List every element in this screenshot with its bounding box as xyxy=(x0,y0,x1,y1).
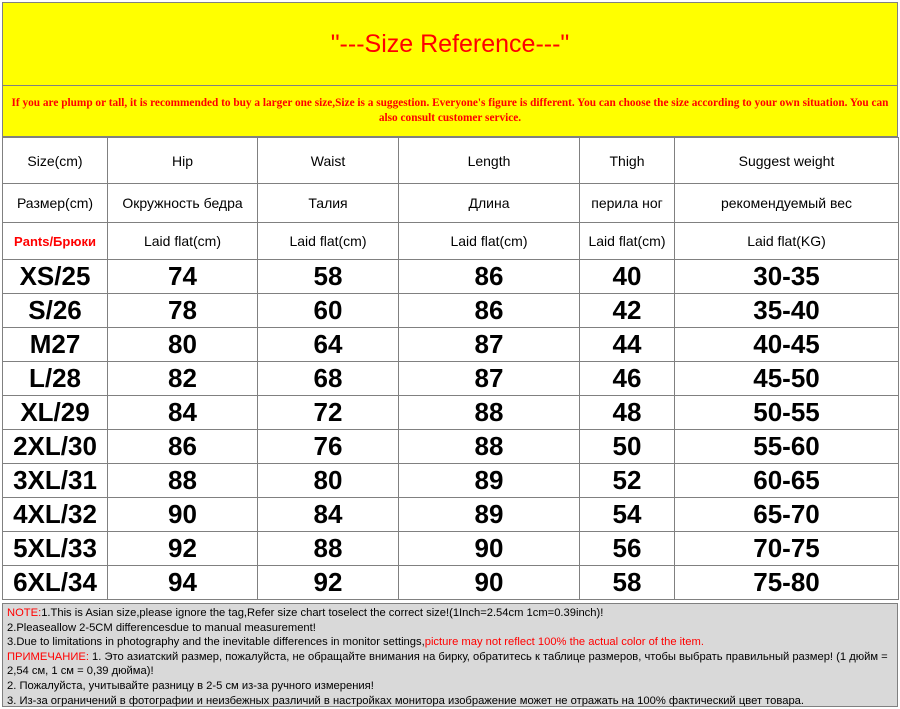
size-cell: 2XL/30 xyxy=(3,430,108,464)
thigh-cell: 54 xyxy=(580,498,675,532)
table-row xyxy=(3,396,899,430)
note-text: 1. Это азиатский размер, пожалуйста, не обращайте внимания на бирку, обратитесь к таблице размеров, чтобы выбрать правильный размер! (1 дюйм = 2,54 см, 1 см = 0,39 дюйма)! xyxy=(7,650,888,678)
weight-cell: 30-35 xyxy=(675,260,899,294)
table-row xyxy=(3,260,899,294)
thigh-cell: 44 xyxy=(580,328,675,362)
length-cell: 90 xyxy=(399,566,580,600)
size-cell: 4XL/32 xyxy=(3,498,108,532)
waist-cell: 58 xyxy=(258,260,399,294)
length-cell: 90 xyxy=(399,532,580,566)
hip-cell: 94 xyxy=(108,566,258,600)
header-cell: перила ног xyxy=(580,184,675,223)
waist-cell: 88 xyxy=(258,532,399,566)
header-cell: рекомендуемый вес xyxy=(675,184,899,223)
header-row-ru xyxy=(3,184,899,223)
page-subtitle: If you are plump or tall, it is recommended to buy a larger one size,Size is a suggestion. Everyone's figure is different. You can choose the size according to your own situation. You can also consult customer service. xyxy=(11,97,889,124)
header-cell: Laid flat(cm) xyxy=(108,223,258,260)
table-row xyxy=(3,566,899,600)
table-row xyxy=(3,362,899,396)
waist-cell: 68 xyxy=(258,362,399,396)
hip-cell: 82 xyxy=(108,362,258,396)
length-cell: 86 xyxy=(399,294,580,328)
header-cell: Thigh xyxy=(580,138,675,184)
notes-panel xyxy=(2,603,898,707)
size-cell: 3XL/31 xyxy=(3,464,108,498)
note-ru-label: ПРИМЕЧАНИЕ: xyxy=(7,650,89,663)
weight-cell: 40-45 xyxy=(675,328,899,362)
header-cell: Waist xyxy=(258,138,399,184)
header-banner xyxy=(2,2,898,137)
thigh-cell: 52 xyxy=(580,464,675,498)
note-ru-line-3: 3. Из-за ограничений в фотографии и неизбежных различий в настройках монитора изображение может не отражать на 100% фактический цвет товара. xyxy=(7,694,804,707)
waist-cell: 72 xyxy=(258,396,399,430)
size-table xyxy=(2,137,899,600)
weight-cell: 70-75 xyxy=(675,532,899,566)
note-ru-line-1 xyxy=(7,650,893,679)
weight-cell: 65-70 xyxy=(675,498,899,532)
thigh-cell: 56 xyxy=(580,532,675,566)
thigh-cell: 48 xyxy=(580,396,675,430)
weight-cell: 50-55 xyxy=(675,396,899,430)
note-highlight: picture may not reflect 100% the actual color of the item. xyxy=(424,636,704,649)
length-cell: 87 xyxy=(399,328,580,362)
note-line-3 xyxy=(7,635,893,650)
weight-cell: 55-60 xyxy=(675,430,899,464)
note-ru-line-2: 2. Пожалуйста, учитывайте разницу в 2-5 см из-за ручного измерения! xyxy=(7,679,374,692)
table-row xyxy=(3,498,899,532)
table-row xyxy=(3,430,899,464)
size-cell: 6XL/34 xyxy=(3,566,108,600)
size-cell: 5XL/33 xyxy=(3,532,108,566)
length-cell: 88 xyxy=(399,430,580,464)
size-cell: XS/25 xyxy=(3,260,108,294)
size-cell: S/26 xyxy=(3,294,108,328)
note-text: 3.Due to limitations in photography and the inevitable differences in monitor settings, xyxy=(7,636,425,649)
page-title: "---Size Reference---" xyxy=(3,3,897,86)
hip-cell: 90 xyxy=(108,498,258,532)
table-row xyxy=(3,532,899,566)
size-cell: M27 xyxy=(3,328,108,362)
thigh-cell: 42 xyxy=(580,294,675,328)
size-cell: L/28 xyxy=(3,362,108,396)
header-cell: Талия xyxy=(258,184,399,223)
header-cell: Длина xyxy=(399,184,580,223)
note-label: NOTE: xyxy=(7,607,42,619)
hip-cell: 80 xyxy=(108,328,258,362)
weight-cell: 75-80 xyxy=(675,566,899,600)
table-row xyxy=(3,294,899,328)
length-cell: 87 xyxy=(399,362,580,396)
hip-cell: 88 xyxy=(108,464,258,498)
header-cell: Окружность бедра xyxy=(108,184,258,223)
table-row xyxy=(3,464,899,498)
header-cell: Laid flat(KG) xyxy=(675,223,899,260)
note-line-1 xyxy=(7,606,893,621)
header-row-en xyxy=(3,138,899,184)
header-cell: Laid flat(cm) xyxy=(258,223,399,260)
thigh-cell: 50 xyxy=(580,430,675,464)
table-row xyxy=(3,328,899,362)
header-cell: Laid flat(cm) xyxy=(399,223,580,260)
header-cell: Размер(cm) xyxy=(3,184,108,223)
waist-cell: 84 xyxy=(258,498,399,532)
header-cell: Suggest weight xyxy=(675,138,899,184)
pants-label: Pants/Брюки xyxy=(3,223,108,260)
length-cell: 86 xyxy=(399,260,580,294)
note-line-2: 2.Pleaseallow 2-5CM differencesdue to manual measurement! xyxy=(7,621,316,634)
waist-cell: 60 xyxy=(258,294,399,328)
hip-cell: 74 xyxy=(108,260,258,294)
waist-cell: 76 xyxy=(258,430,399,464)
weight-cell: 35-40 xyxy=(675,294,899,328)
weight-cell: 60-65 xyxy=(675,464,899,498)
header-cell: Length xyxy=(399,138,580,184)
size-cell: XL/29 xyxy=(3,396,108,430)
header-cell: Size(cm) xyxy=(3,138,108,184)
thigh-cell: 58 xyxy=(580,566,675,600)
hip-cell: 86 xyxy=(108,430,258,464)
waist-cell: 80 xyxy=(258,464,399,498)
hip-cell: 92 xyxy=(108,532,258,566)
thigh-cell: 40 xyxy=(580,260,675,294)
length-cell: 89 xyxy=(399,498,580,532)
header-cell: Hip xyxy=(108,138,258,184)
waist-cell: 64 xyxy=(258,328,399,362)
note-text: 1.This is Asian size,please ignore the tag,Refer size chart toselect the correct size!(1Inch=2.54cm 1cm=0.39inch)! xyxy=(41,607,604,619)
hip-cell: 78 xyxy=(108,294,258,328)
weight-cell: 45-50 xyxy=(675,362,899,396)
header-cell: Laid flat(cm) xyxy=(580,223,675,260)
length-cell: 89 xyxy=(399,464,580,498)
hip-cell: 84 xyxy=(108,396,258,430)
waist-cell: 92 xyxy=(258,566,399,600)
thigh-cell: 46 xyxy=(580,362,675,396)
length-cell: 88 xyxy=(399,396,580,430)
header-row-unit xyxy=(3,223,899,260)
